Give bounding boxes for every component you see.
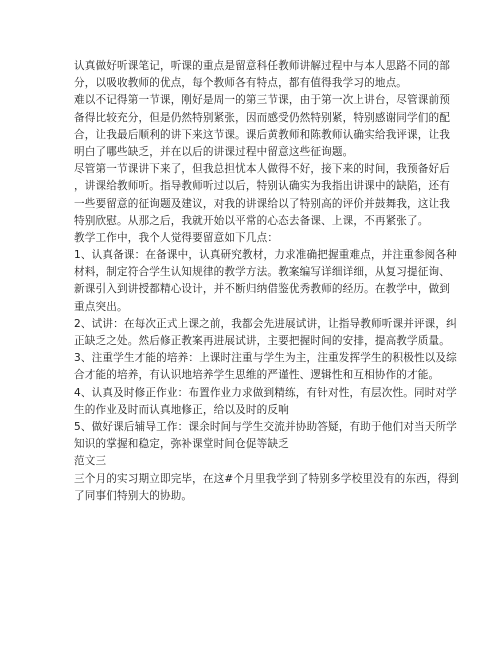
list-item-text: 4、认真及时修正作业：布置作业力求做到精练，有针对性，有层次性。同时对学 bbox=[74, 386, 457, 399]
text-line: 分，以吸收教师的优点，每个教师各有特点，都有值得我学习的地点。 bbox=[74, 77, 408, 90]
text-line: 特别欣慰。从那之后，我就开始以平常的心态去备课、上课，不再紧张了。 bbox=[74, 214, 429, 227]
text-line: 合，让我最后顺利的讲下来这节课。课后黄教师和陈教师认确实给我评课，让我 bbox=[74, 128, 451, 141]
text-line: 一些要留意的征询题及建议，对我的讲课给以了特别高的评价并鼓舞我，这让我 bbox=[74, 197, 451, 210]
text-line: 三个月的实习期立即完毕，在这#个月里我学到了特别多学校里没有的东西，得到 bbox=[74, 472, 460, 485]
list-item-text: 正缺乏之处。然后修正教案再进展试讲，主要把握时间的安排，提高教学质量。 bbox=[74, 335, 451, 347]
text-line: 难以不记得第一节课，刚好是周一的第三节课，由于第一次上讲台，尽管课前预 bbox=[74, 94, 451, 107]
text-line: 尽管第一节课讲下来了，但我总担忧本人做得不好，接下来的时间，我预备好后 bbox=[74, 163, 451, 176]
list-item-text: 1、认真备课：在备课中，认真研究教材，力求准确把握重难点，并注重参阅各种 bbox=[74, 249, 457, 262]
list-item-text: 2、试讲：在每次正式上课之前，我都会先进展试讲，让指导教师听课并评课，纠 bbox=[74, 317, 457, 330]
text-line: 明白了哪些缺乏，并在以后的讲课过程中留意这些征询题。 bbox=[74, 145, 354, 158]
list-item-text: 材料，制定符合学生认知规律的教学方法。教案编写详细详细，从复习提征询、 bbox=[74, 266, 451, 279]
text-line: 备得比较充分，但是仍然特别紧张，因而感受仍然特别紧，特别感谢同学们的配 bbox=[74, 111, 451, 124]
text-line: ，讲课给教师听。指导教师听过以后，特别认确实为我指出讲课中的缺陷，还有 bbox=[74, 180, 451, 193]
list-item-text: 5、做好课后辅导工作：课余时间与学生交流并协助答疑，有助于他们对当天所学 bbox=[74, 420, 457, 433]
list-item-text: 重点突出。 bbox=[74, 300, 128, 313]
list-item-text: 新课引入到讲授都精心设计，并不断归纳借鉴优秀教师的经历。在教学中，做到 bbox=[74, 283, 451, 296]
section-heading: 教学工作中，我个人觉得要留意如下几点： bbox=[74, 231, 279, 244]
list-item-text: 3、注重学生才能的培养：上课时注重与学生为主，注重发挥学生的积极性以及综 bbox=[74, 352, 457, 365]
section-title: 范文三 bbox=[74, 455, 107, 468]
document-page bbox=[74, 58, 460, 505]
list-item-text: 知识的掌握和稳定，弥补课堂时间仓促等缺乏 bbox=[74, 438, 289, 451]
text-line: 认真做好听课笔记，听课的重点是留意科任教师讲解过程中与本人思路不同的部 bbox=[74, 60, 451, 72]
list-item-text: 生的作业及时而认真地修正，给以及时的反响 bbox=[74, 403, 289, 416]
list-item-text: 合才能的培养，有认识地培养学生思维的严谨性、逻辑性和互相协作的才能。 bbox=[74, 369, 440, 382]
text-line: 了同事们特别大的协助。 bbox=[74, 489, 193, 502]
